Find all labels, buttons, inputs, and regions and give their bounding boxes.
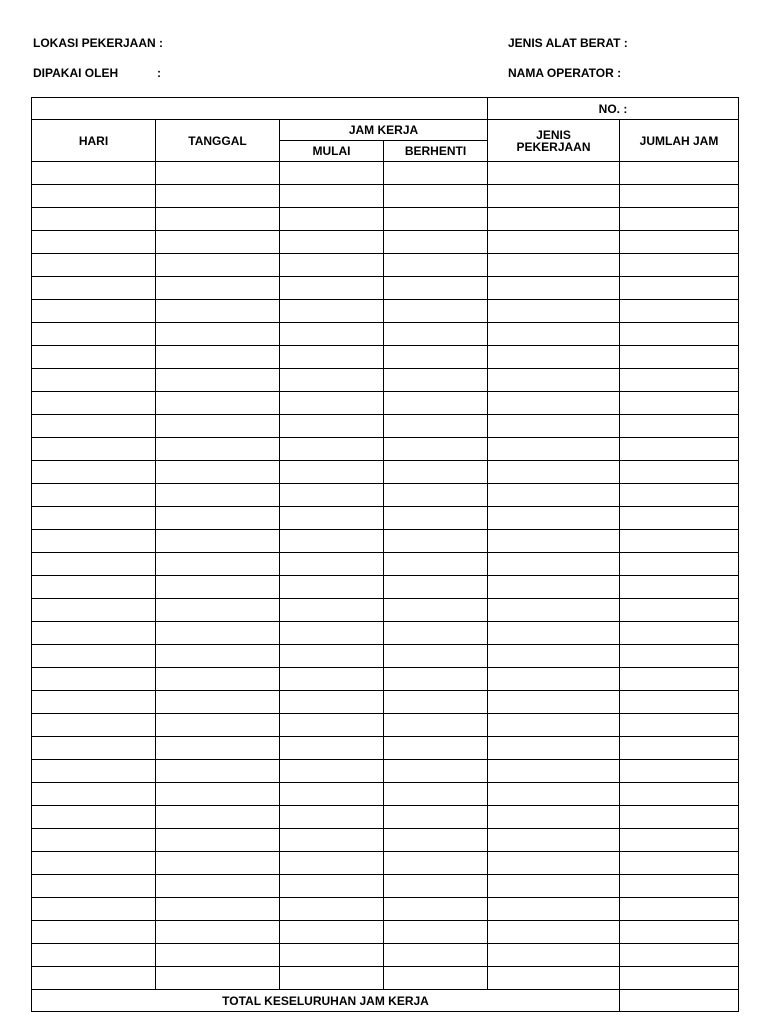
cell-tanggal[interactable] <box>156 852 280 875</box>
cell-jenis-pekerjaan[interactable] <box>488 921 620 944</box>
cell-tanggal[interactable] <box>156 944 280 967</box>
cell-berhenti[interactable] <box>384 530 488 553</box>
cell-hari[interactable] <box>32 898 156 921</box>
cell-hari[interactable] <box>32 783 156 806</box>
table-row <box>32 277 739 300</box>
work-hours-table <box>31 97 739 1012</box>
cell-mulai[interactable] <box>280 852 384 875</box>
cell-hari[interactable] <box>32 323 156 346</box>
table-row <box>32 254 739 277</box>
cell-mulai[interactable] <box>280 323 384 346</box>
cell-mulai[interactable] <box>280 944 384 967</box>
cell-jenis-pekerjaan[interactable] <box>488 806 620 829</box>
cell-jumlah-jam[interactable] <box>620 967 739 990</box>
col-header-jenis-pekerjaan <box>488 120 620 162</box>
cell-jumlah-jam[interactable] <box>620 323 739 346</box>
cell-tanggal[interactable] <box>156 875 280 898</box>
cell-jumlah-jam[interactable] <box>620 691 739 714</box>
cell-hari[interactable] <box>32 438 156 461</box>
cell-tanggal[interactable] <box>156 415 280 438</box>
cell-tanggal[interactable] <box>156 806 280 829</box>
cell-tanggal[interactable] <box>156 921 280 944</box>
table-row <box>32 185 739 208</box>
cell-hari[interactable] <box>32 553 156 576</box>
cell-jenis-pekerjaan[interactable] <box>488 599 620 622</box>
cell-berhenti[interactable] <box>384 346 488 369</box>
cell-jenis-pekerjaan[interactable] <box>488 300 620 323</box>
cell-hari[interactable] <box>32 737 156 760</box>
cell-hari[interactable] <box>32 369 156 392</box>
cell-berhenti[interactable] <box>384 714 488 737</box>
cell-berhenti[interactable] <box>384 829 488 852</box>
cell-jenis-pekerjaan[interactable] <box>488 576 620 599</box>
cell-berhenti[interactable] <box>384 254 488 277</box>
cell-jumlah-jam[interactable] <box>620 714 739 737</box>
cell-hari[interactable] <box>32 162 156 185</box>
cell-jumlah-jam[interactable] <box>620 185 739 208</box>
cell-jenis-pekerjaan[interactable] <box>488 392 620 415</box>
cell-berhenti[interactable] <box>384 898 488 921</box>
cell-mulai[interactable] <box>280 622 384 645</box>
cell-berhenti[interactable] <box>384 277 488 300</box>
cell-jumlah-jam[interactable] <box>620 461 739 484</box>
cell-hari[interactable] <box>32 461 156 484</box>
cell-jenis-pekerjaan[interactable] <box>488 668 620 691</box>
cell-berhenti[interactable] <box>384 944 488 967</box>
cell-tanggal[interactable] <box>156 300 280 323</box>
col-header-jumlah-jam: JUMLAH JAM <box>620 120 739 162</box>
nama-operator-label: NAMA OPERATOR : <box>508 66 622 80</box>
table-row <box>32 852 739 875</box>
table-row <box>32 783 739 806</box>
cell-berhenti[interactable] <box>384 323 488 346</box>
table-row <box>32 300 739 323</box>
cell-hari[interactable] <box>32 231 156 254</box>
cell-mulai[interactable] <box>280 668 384 691</box>
table-row <box>32 484 739 507</box>
cell-berhenti[interactable] <box>384 875 488 898</box>
table-row <box>32 576 739 599</box>
cell-jumlah-jam[interactable] <box>620 898 739 921</box>
cell-jumlah-jam[interactable] <box>620 162 739 185</box>
cell-berhenti[interactable] <box>384 921 488 944</box>
cell-berhenti[interactable] <box>384 967 488 990</box>
col-header-jam-kerja: JAM KERJA <box>280 120 488 141</box>
cell-jumlah-jam[interactable] <box>620 415 739 438</box>
cell-mulai[interactable] <box>280 300 384 323</box>
table-row <box>32 208 739 231</box>
cell-jenis-pekerjaan[interactable] <box>488 737 620 760</box>
cell-mulai[interactable] <box>280 737 384 760</box>
table-row <box>32 599 739 622</box>
cell-hari[interactable] <box>32 415 156 438</box>
cell-hari[interactable] <box>32 921 156 944</box>
cell-berhenti[interactable] <box>384 622 488 645</box>
cell-mulai[interactable] <box>280 691 384 714</box>
cell-mulai[interactable] <box>280 829 384 852</box>
cell-jenis-pekerjaan[interactable] <box>488 415 620 438</box>
table-row <box>32 346 739 369</box>
table-row <box>32 760 739 783</box>
cell-hari[interactable] <box>32 277 156 300</box>
cell-tanggal[interactable] <box>156 185 280 208</box>
table-row <box>32 530 739 553</box>
cell-hari[interactable] <box>32 392 156 415</box>
cell-berhenti[interactable] <box>384 645 488 668</box>
cell-jenis-pekerjaan[interactable] <box>488 622 620 645</box>
cell-jumlah-jam[interactable] <box>620 507 739 530</box>
table-row <box>32 553 739 576</box>
col-header-tanggal: TANGGAL <box>156 120 280 162</box>
cell-jenis-pekerjaan[interactable] <box>488 645 620 668</box>
cell-tanggal[interactable] <box>156 576 280 599</box>
cell-berhenti[interactable] <box>384 806 488 829</box>
cell-tanggal[interactable] <box>156 691 280 714</box>
cell-berhenti[interactable] <box>384 162 488 185</box>
cell-hari[interactable] <box>32 346 156 369</box>
cell-jumlah-jam[interactable] <box>620 599 739 622</box>
cell-mulai[interactable] <box>280 921 384 944</box>
cell-tanggal[interactable] <box>156 783 280 806</box>
cell-tanggal[interactable] <box>156 829 280 852</box>
cell-tanggal[interactable] <box>156 714 280 737</box>
cell-berhenti[interactable] <box>384 392 488 415</box>
dipakai-oleh-colon: : <box>157 66 161 80</box>
cell-hari[interactable] <box>32 484 156 507</box>
cell-tanggal[interactable] <box>156 760 280 783</box>
cell-jumlah-jam[interactable] <box>620 622 739 645</box>
cell-jumlah-jam[interactable] <box>620 737 739 760</box>
cell-tanggal[interactable] <box>156 645 280 668</box>
cell-jenis-pekerjaan[interactable] <box>488 760 620 783</box>
cell-tanggal[interactable] <box>156 507 280 530</box>
cell-hari[interactable] <box>32 714 156 737</box>
cell-jenis-pekerjaan[interactable] <box>488 530 620 553</box>
cell-jumlah-jam[interactable] <box>620 829 739 852</box>
cell-jenis-pekerjaan[interactable] <box>488 323 620 346</box>
cell-berhenti[interactable] <box>384 668 488 691</box>
cell-tanggal[interactable] <box>156 599 280 622</box>
cell-jumlah-jam[interactable] <box>620 783 739 806</box>
cell-berhenti[interactable] <box>384 737 488 760</box>
cell-berhenti[interactable] <box>384 553 488 576</box>
cell-mulai[interactable] <box>280 645 384 668</box>
cell-mulai[interactable] <box>280 484 384 507</box>
cell-jumlah-jam[interactable] <box>620 277 739 300</box>
table-row <box>32 714 739 737</box>
total-label: TOTAL KESELURUHAN JAM KERJA <box>32 990 620 1012</box>
table-row <box>32 323 739 346</box>
cell-jumlah-jam[interactable] <box>620 231 739 254</box>
cell-jenis-pekerjaan[interactable] <box>488 852 620 875</box>
cell-mulai[interactable] <box>280 208 384 231</box>
cell-jumlah-jam[interactable] <box>620 576 739 599</box>
cell-jumlah-jam[interactable] <box>620 208 739 231</box>
cell-berhenti[interactable] <box>384 415 488 438</box>
cell-mulai[interactable] <box>280 461 384 484</box>
cell-hari[interactable] <box>32 645 156 668</box>
col-header-berhenti: BERHENTI <box>384 141 488 162</box>
cell-berhenti[interactable] <box>384 783 488 806</box>
cell-hari[interactable] <box>32 829 156 852</box>
table-row <box>32 369 739 392</box>
cell-mulai[interactable] <box>280 162 384 185</box>
cell-mulai[interactable] <box>280 806 384 829</box>
cell-berhenti[interactable] <box>384 300 488 323</box>
cell-berhenti[interactable] <box>384 760 488 783</box>
lokasi-pekerjaan-label: LOKASI PEKERJAAN : <box>33 36 164 50</box>
table-row <box>32 507 739 530</box>
cell-jenis-pekerjaan[interactable] <box>488 369 620 392</box>
cell-hari[interactable] <box>32 944 156 967</box>
cell-jumlah-jam[interactable] <box>620 875 739 898</box>
table-row <box>32 162 739 185</box>
cell-mulai[interactable] <box>280 760 384 783</box>
cell-jumlah-jam[interactable] <box>620 346 739 369</box>
cell-hari[interactable] <box>32 185 156 208</box>
cell-jenis-pekerjaan[interactable] <box>488 944 620 967</box>
cell-hari[interactable] <box>32 622 156 645</box>
cell-mulai[interactable] <box>280 507 384 530</box>
cell-mulai[interactable] <box>280 599 384 622</box>
cell-berhenti[interactable] <box>384 599 488 622</box>
table-row <box>32 415 739 438</box>
cell-hari[interactable] <box>32 852 156 875</box>
cell-jenis-pekerjaan[interactable] <box>488 783 620 806</box>
cell-berhenti[interactable] <box>384 507 488 530</box>
cell-tanggal[interactable] <box>156 254 280 277</box>
cell-jenis-pekerjaan[interactable] <box>488 967 620 990</box>
cell-jenis-pekerjaan[interactable] <box>488 691 620 714</box>
cell-jumlah-jam[interactable] <box>620 806 739 829</box>
cell-berhenti[interactable] <box>384 576 488 599</box>
table-row <box>32 829 739 852</box>
cell-hari[interactable] <box>32 254 156 277</box>
cell-jenis-pekerjaan[interactable] <box>488 277 620 300</box>
cell-mulai[interactable] <box>280 783 384 806</box>
cell-jumlah-jam[interactable] <box>620 438 739 461</box>
cell-hari[interactable] <box>32 760 156 783</box>
table-row <box>32 898 739 921</box>
cell-mulai[interactable] <box>280 254 384 277</box>
cell-hari[interactable] <box>32 599 156 622</box>
cell-jumlah-jam[interactable] <box>620 645 739 668</box>
cell-mulai[interactable] <box>280 967 384 990</box>
cell-mulai[interactable] <box>280 438 384 461</box>
cell-jumlah-jam[interactable] <box>620 392 739 415</box>
cell-jenis-pekerjaan[interactable] <box>488 208 620 231</box>
cell-jenis-pekerjaan[interactable] <box>488 438 620 461</box>
table-row <box>32 944 739 967</box>
cell-jenis-pekerjaan[interactable] <box>488 346 620 369</box>
cell-jumlah-jam[interactable] <box>620 852 739 875</box>
cell-tanggal[interactable] <box>156 369 280 392</box>
cell-hari[interactable] <box>32 300 156 323</box>
cell-jenis-pekerjaan[interactable] <box>488 254 620 277</box>
cell-tanggal[interactable] <box>156 967 280 990</box>
table-row <box>32 438 739 461</box>
cell-jumlah-jam[interactable] <box>620 668 739 691</box>
cell-tanggal[interactable] <box>156 392 280 415</box>
cell-jenis-pekerjaan[interactable] <box>488 185 620 208</box>
cell-hari[interactable] <box>32 967 156 990</box>
cell-berhenti[interactable] <box>384 369 488 392</box>
blank-top-cell[interactable] <box>32 98 488 120</box>
cell-berhenti[interactable] <box>384 185 488 208</box>
no-field[interactable]: NO. : <box>488 98 739 120</box>
cell-jumlah-jam[interactable] <box>620 553 739 576</box>
cell-tanggal[interactable] <box>156 737 280 760</box>
table-row <box>32 806 739 829</box>
cell-berhenti[interactable] <box>384 438 488 461</box>
cell-mulai[interactable] <box>280 185 384 208</box>
table-row <box>32 691 739 714</box>
cell-jenis-pekerjaan[interactable] <box>488 484 620 507</box>
cell-jumlah-jam[interactable] <box>620 921 739 944</box>
cell-tanggal[interactable] <box>156 530 280 553</box>
cell-hari[interactable] <box>32 875 156 898</box>
cell-jenis-pekerjaan[interactable] <box>488 231 620 254</box>
cell-jumlah-jam[interactable] <box>620 944 739 967</box>
cell-tanggal[interactable] <box>156 622 280 645</box>
cell-berhenti[interactable] <box>384 691 488 714</box>
cell-mulai[interactable] <box>280 231 384 254</box>
table-row <box>32 737 739 760</box>
cell-mulai[interactable] <box>280 346 384 369</box>
cell-tanggal[interactable] <box>156 346 280 369</box>
cell-jenis-pekerjaan[interactable] <box>488 553 620 576</box>
cell-tanggal[interactable] <box>156 277 280 300</box>
cell-hari[interactable] <box>32 576 156 599</box>
cell-jumlah-jam[interactable] <box>620 530 739 553</box>
cell-tanggal[interactable] <box>156 438 280 461</box>
cell-mulai[interactable] <box>280 714 384 737</box>
dipakai-oleh-label: DIPAKAI OLEH <box>33 66 119 80</box>
cell-jenis-pekerjaan[interactable] <box>488 714 620 737</box>
cell-hari[interactable] <box>32 668 156 691</box>
cell-hari[interactable] <box>32 691 156 714</box>
cell-hari[interactable] <box>32 806 156 829</box>
table-row <box>32 461 739 484</box>
total-value-cell[interactable] <box>620 990 739 1012</box>
cell-mulai[interactable] <box>280 415 384 438</box>
cell-tanggal[interactable] <box>156 208 280 231</box>
cell-berhenti[interactable] <box>384 852 488 875</box>
cell-jenis-pekerjaan[interactable] <box>488 507 620 530</box>
table-row <box>32 967 739 990</box>
col-header-hari: HARI <box>32 120 156 162</box>
table-row <box>32 668 739 691</box>
cell-tanggal[interactable] <box>156 898 280 921</box>
table-row <box>32 921 739 944</box>
cell-jenis-pekerjaan[interactable] <box>488 898 620 921</box>
cell-tanggal[interactable] <box>156 323 280 346</box>
cell-tanggal[interactable] <box>156 162 280 185</box>
cell-mulai[interactable] <box>280 875 384 898</box>
cell-jenis-pekerjaan[interactable] <box>488 875 620 898</box>
cell-hari[interactable] <box>32 208 156 231</box>
col-header-jenis-line2: PEKERJAAN <box>516 139 591 154</box>
jenis-alat-berat-label: JENIS ALAT BERAT : <box>508 36 628 50</box>
cell-tanggal[interactable] <box>156 668 280 691</box>
cell-tanggal[interactable] <box>156 231 280 254</box>
cell-mulai[interactable] <box>280 530 384 553</box>
cell-hari[interactable] <box>32 530 156 553</box>
cell-berhenti[interactable] <box>384 231 488 254</box>
cell-jumlah-jam[interactable] <box>620 760 739 783</box>
table-row <box>32 875 739 898</box>
cell-tanggal[interactable] <box>156 553 280 576</box>
cell-mulai[interactable] <box>280 392 384 415</box>
cell-mulai[interactable] <box>280 369 384 392</box>
cell-jumlah-jam[interactable] <box>620 484 739 507</box>
cell-hari[interactable] <box>32 507 156 530</box>
col-header-jenis-line1: JENIS <box>536 127 571 142</box>
table-row <box>32 231 739 254</box>
cell-mulai[interactable] <box>280 576 384 599</box>
cell-jumlah-jam[interactable] <box>620 254 739 277</box>
cell-jenis-pekerjaan[interactable] <box>488 461 620 484</box>
cell-berhenti[interactable] <box>384 461 488 484</box>
cell-mulai[interactable] <box>280 898 384 921</box>
table-row <box>32 622 739 645</box>
cell-mulai[interactable] <box>280 553 384 576</box>
cell-tanggal[interactable] <box>156 484 280 507</box>
cell-mulai[interactable] <box>280 277 384 300</box>
col-header-mulai: MULAI <box>280 141 384 162</box>
cell-jenis-pekerjaan[interactable] <box>488 162 620 185</box>
table-row <box>32 645 739 668</box>
cell-jenis-pekerjaan[interactable] <box>488 829 620 852</box>
cell-berhenti[interactable] <box>384 208 488 231</box>
cell-jumlah-jam[interactable] <box>620 300 739 323</box>
cell-tanggal[interactable] <box>156 461 280 484</box>
cell-jumlah-jam[interactable] <box>620 369 739 392</box>
cell-berhenti[interactable] <box>384 484 488 507</box>
table-row <box>32 392 739 415</box>
